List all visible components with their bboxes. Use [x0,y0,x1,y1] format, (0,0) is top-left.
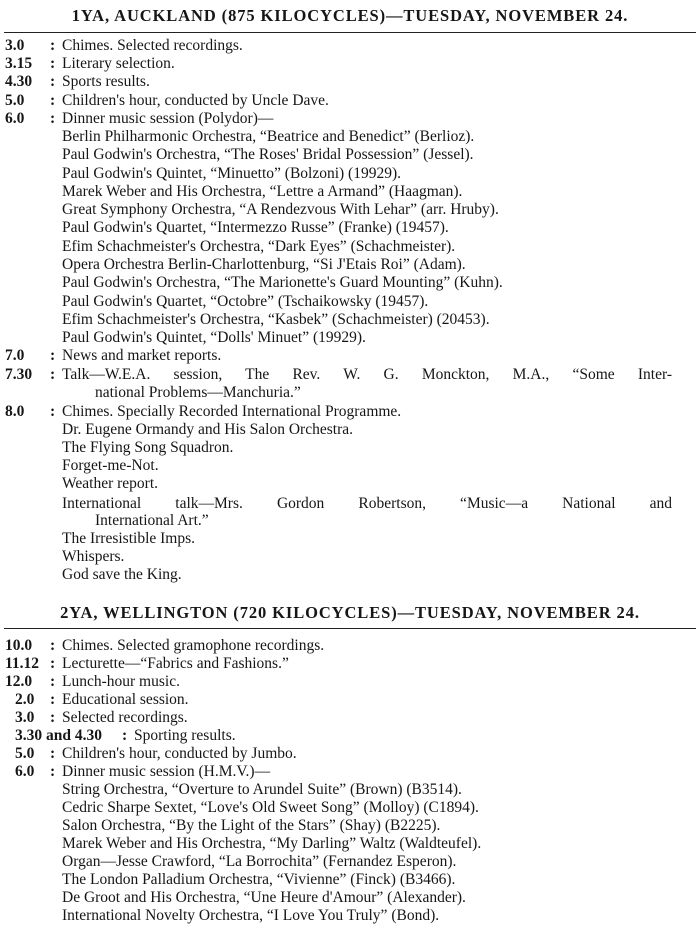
programme-item [0,219,700,237]
entry-text: Chimes. Specially Recorded International Programme. [62,403,402,420]
programme-entry [0,37,700,55]
entry-text: Children's hour, conducted by Uncle Dave. [62,92,329,109]
entry-time: 2.0 [15,691,35,708]
entry-time: 7.0 [5,347,25,364]
programme-item [0,781,700,799]
entry-text: Salon Orchestra, “By the Light of the Stars” (Shay) (B2225). [62,817,441,834]
programme-item [0,495,700,513]
entry-text: Lunch-hour music. [62,673,180,690]
entry-text: News and market reports. [62,347,222,364]
entry-text: Paul Godwin's Orchestra, “The Roses' Bridal Possession” (Jessel). [62,146,474,163]
entry-time: 3.30 and 4.30 [15,727,102,744]
programme-item [0,146,700,164]
time-separator: : [50,92,56,109]
entry-text: Cedric Sharpe Sextet, “Love's Old Sweet Song” (Molloy) (C1894). [62,799,479,816]
time-separator: : [122,727,128,744]
programme-entry [0,727,700,745]
programme-entry [0,745,700,763]
programme-item [0,799,700,817]
programme-item [0,256,700,274]
entry-time: 12.0 [5,673,33,690]
entry-time: 3.15 [5,55,33,72]
programme-entry [0,110,700,128]
section-heading-1ya: 1YA, AUCKLAND (875 KILOCYCLES)—TUESDAY, NOVEMBER 24. [71,6,629,25]
time-separator: : [50,73,56,90]
programme-item [0,183,700,201]
entry-text: International talk—Mrs. Gordon Robertson, “Music—a National and [62,495,672,512]
programme-item [0,329,700,347]
programme-item [0,238,700,256]
entry-text: Lecturette—“Fabrics and Fashions.” [62,655,289,672]
entry-text: Dinner music session (Polydor)— [62,110,274,127]
entry-text: Marek Weber and His Orchestra, “My Darling” Waltz (Waldteufel). [62,835,482,852]
entry-text: Efim Schachmeister's Orchestra, “Dark Eyes” (Schachmeister). [62,238,456,255]
entry-time: 5.0 [5,92,25,109]
programme-item [0,566,700,584]
entry-text: Dr. Eugene Ormandy and His Salon Orchestra. [62,421,353,438]
entry-text: Weather report. [62,475,159,492]
time-separator: : [50,110,56,127]
time-separator: : [50,655,56,672]
programme-item [0,274,700,292]
programme-item [0,201,700,219]
entry-time: 10.0 [5,637,33,654]
programme-item [0,165,700,183]
entry-time: 6.0 [5,110,25,127]
entry-text: Dinner music session (H.M.V.)— [62,763,271,780]
programme-entry [0,347,700,365]
programme-entry [0,92,700,110]
programme-entry [0,73,700,91]
programme-item [0,530,700,548]
entry-text: Marek Weber and His Orchestra, “Lettre a Armand” (Haagman). [62,183,463,200]
entry-time: 8.0 [5,403,25,420]
entry-text: Berlin Philharmonic Orchestra, “Beatrice and Benedict” (Berlioz). [62,128,475,145]
entry-text: Selected recordings. [62,709,188,726]
programme-item [0,475,700,493]
entry-time: 5.0 [15,745,35,762]
programme-entry [0,655,700,673]
entry-text: Sports results. [62,73,150,90]
programme-item [0,293,700,311]
entry-text: Whispers. [62,548,125,565]
entry-text: Paul Godwin's Orchestra, “The Marionette's Guard Mounting” (Kuhn). [62,274,503,291]
time-separator: : [50,403,56,420]
entry-text: International Art.” [95,512,209,529]
time-separator: : [50,366,56,383]
section-heading-2ya: 2YA, WELLINGTON (720 KILOCYCLES)—TUESDAY, NOVEMBER 24. [60,603,640,622]
programme-item-continued [0,384,700,402]
programme-item [0,548,700,566]
entry-text: Educational session. [62,691,189,708]
entry-text: Sporting results. [134,727,236,744]
time-separator: : [50,347,56,364]
programme-entry [0,763,700,781]
entry-text: Paul Godwin's Quartet, “Intermezzo Russe” (Franke) (19457). [62,219,449,236]
programme-entry [0,403,700,421]
time-separator: : [50,763,56,780]
entry-time: 3.0 [15,709,35,726]
entry-time: 11.12 [5,655,40,672]
entry-text: Efim Schachmeister's Orchestra, “Kasbek” (Schachmeister) (20453). [62,311,490,328]
time-separator: : [50,709,56,726]
programme-entry [0,366,700,384]
entry-text: Talk—W.E.A. session, The Rev. W. G. Monckton, M.A., “Some Inter- [62,366,672,383]
entry-text: Forget-me-Not. [62,457,159,474]
entry-text: Great Symphony Orchestra, “A Rendezvous With Lehar” (arr. Hruby). [62,201,499,218]
heading-rule [4,628,696,629]
programme-item [0,889,700,907]
programme-item [0,439,700,457]
programme-item [0,817,700,835]
programme-item [0,835,700,853]
entry-text: International Novelty Orchestra, “I Love You Truly” (Bond). [62,907,440,924]
time-separator: : [50,637,56,654]
programme-item [0,853,700,871]
entry-text: Paul Godwin's Quartet, “Octobre” (Tschaikowsky (19457). [62,293,429,310]
time-separator: : [50,37,56,54]
time-separator: : [50,673,56,690]
programme-item-continued [0,512,700,530]
programme-entry [0,637,700,655]
entry-time: 4.30 [5,73,33,90]
time-separator: : [50,55,56,72]
entry-text: The Flying Song Squadron. [62,439,234,456]
programme-entry [0,691,700,709]
entry-time: 6.0 [15,763,35,780]
programme-item [0,907,700,925]
entry-time: 3.0 [5,37,25,54]
entry-text: Opera Orchestra Berlin-Charlottenburg, “Si J'Etais Roi” (Adam). [62,256,466,273]
programme-item [0,871,700,889]
entry-text: Literary selection. [62,55,175,72]
entry-text: Chimes. Selected gramophone recordings. [62,637,325,654]
entry-text: Organ—Jesse Crawford, “La Borrochita” (Fernandez Esperon). [62,853,457,870]
entry-text: Paul Godwin's Quintet, “Minuetto” (Bolzoni) (19929). [62,165,402,182]
programme-item [0,128,700,146]
entry-text: God save the King. [62,566,182,583]
programme-item [0,457,700,475]
time-separator: : [50,691,56,708]
programme-entry [0,709,700,727]
entry-text: Children's hour, conducted by Jumbo. [62,745,297,762]
heading-rule [4,32,696,33]
entry-text: De Groot and His Orchestra, “Une Heure d'Amour” (Alexander). [62,889,466,906]
entry-text: The Irresistible Imps. [62,530,196,547]
entry-text: Chimes. Selected recordings. [62,37,243,54]
programme-entry [0,55,700,73]
programme-item [0,311,700,329]
entry-text: The London Palladium Orchestra, “Vivienne” (Finck) (B3466). [62,871,456,888]
entry-time: 7.30 [5,366,33,383]
programme-item [0,421,700,439]
time-separator: : [50,745,56,762]
programme-entry [0,673,700,691]
entry-text: Paul Godwin's Quintet, “Dolls' Minuet” (19929). [62,329,366,346]
entry-text: national Problems—Manchuria.” [95,384,301,401]
entry-text: String Orchestra, “Overture to Arundel Suite” (Brown) (B3514). [62,781,462,798]
